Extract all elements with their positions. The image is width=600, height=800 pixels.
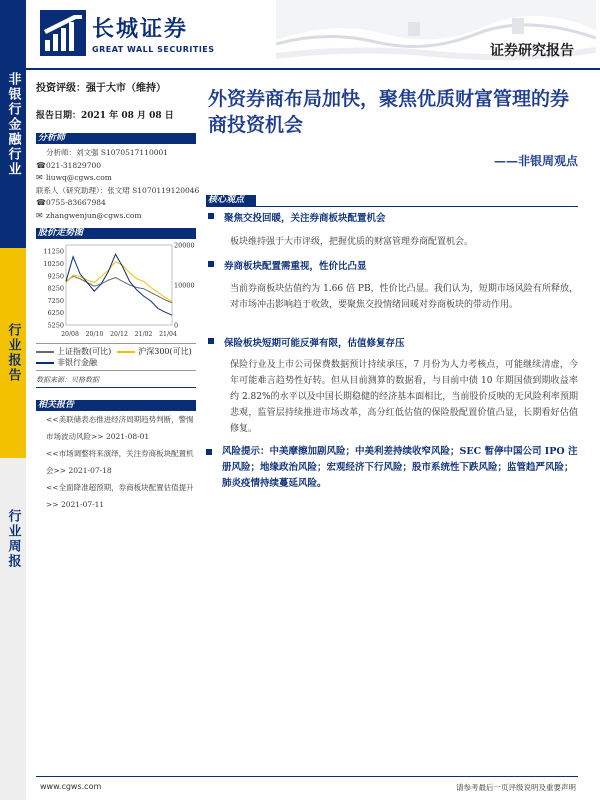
chart-left-tick-label: 7250	[47, 296, 64, 305]
chart-left-tick-label: 6250	[47, 309, 64, 318]
bullet-square-icon	[208, 213, 214, 219]
related-report-item[interactable]: <<全面降准超预期，券商板块配置估值提升>> 2021-07-11	[46, 483, 194, 509]
side-band-report-type	[0, 248, 26, 458]
logo	[40, 10, 215, 56]
contact-name: 联系人（研究助理）：张文珺 S1070119120046	[36, 185, 200, 195]
page-header	[26, 0, 600, 68]
analyst-line	[36, 197, 196, 210]
section-heading-2	[208, 258, 367, 272]
legend-item-hs300	[117, 346, 192, 357]
side-band-industry	[0, 0, 26, 248]
related-reports-heading: 相关报告	[36, 400, 196, 411]
analyst-list	[36, 144, 200, 222]
footer-url[interactable]: www.cgws.com	[40, 782, 102, 791]
bullet-square-icon	[208, 261, 214, 267]
analyst-line	[36, 185, 200, 198]
legend-swatch-hs300	[117, 351, 135, 353]
side-band-weekly	[0, 458, 26, 800]
chart-line-sse	[66, 276, 172, 302]
core-views-heading: 核心观点	[206, 195, 256, 206]
related-report-item[interactable]: <<美联储表态推进经济周期趋势判断，警惕市场波动风险>> 2021-08-01	[46, 415, 194, 441]
side-band-weekly-label: 行业周报	[5, 509, 21, 569]
investment-rating: 投资评级：强于大市（维持）	[36, 83, 166, 94]
contact-email[interactable]: zhangwenjun@cgws.com	[46, 210, 142, 220]
chart-left-tick-label: 8250	[47, 284, 64, 293]
price-chart-heading: 股价走势图	[36, 228, 196, 239]
analyst-heading: 分析师	[36, 133, 196, 144]
legend-swatch-sse	[36, 351, 54, 353]
chart-left-tick-label: 5250	[47, 321, 64, 330]
logo-name-cn: 长城证券	[92, 17, 189, 42]
chart-x-tick-label: 21/04	[159, 331, 177, 338]
chart-plot-frame	[66, 245, 172, 325]
section-body-1: 板块维持强于大市评级，把握优质的财富管理券商配置机会。	[230, 237, 474, 247]
legend-label-industry: 非银行金融	[57, 358, 97, 367]
footer-divider	[36, 776, 578, 777]
side-band	[0, 0, 26, 800]
legend-item-industry	[36, 357, 97, 368]
logo-mark-icon	[40, 10, 86, 56]
chart-x-tick-label: 21/02	[134, 331, 153, 338]
section-body-2: 当前券商板块估值约为 1.66 倍 PB，性价比凸显。我们认为，短期市场风险有所释放，对市场冲击影响趋于收敛，要聚焦交投情绪回暖对券商板块的带动作用。	[230, 284, 578, 310]
analyst-section	[36, 133, 200, 222]
related-reports-section	[36, 400, 196, 513]
chart-right-tick-label: 10000	[174, 281, 195, 290]
chart-source: 数据来源：贝格数据	[36, 376, 99, 384]
analyst-name: 分析师：刘文强 S1070517110001	[46, 148, 169, 157]
section-heading-3	[208, 335, 405, 349]
section-heading-1	[208, 210, 386, 224]
legend-item-sse	[36, 346, 111, 357]
analyst-email[interactable]: liuwq@cgws.com	[46, 173, 112, 182]
report-type-label: 证券研究报告	[490, 43, 574, 59]
logo-name-en: GREAT WALL SECURITIES	[92, 45, 215, 54]
section-heading-1-text: 聚焦交投回暖，关注券商板块配置机会	[224, 213, 386, 224]
analyst-line	[36, 160, 196, 173]
core-views-section	[206, 187, 578, 207]
legend-swatch-industry	[36, 362, 54, 364]
analyst-line	[36, 147, 196, 160]
chart-x-tick-label: 20/12	[110, 331, 128, 338]
risk-warning-text: 风险提示：中美摩擦加剧风险；中美利差持续收窄风险；SEC 暂停中国公司 IPO 注册风险；地缘政治风险；宏观经济下行风险；股市系统性下跌风险；监管趋严风险；肺炎疫情持续蔓延风险。	[222, 446, 578, 489]
core-views-divider	[206, 206, 578, 207]
risk-warning	[206, 444, 578, 492]
bullet-square-icon	[208, 338, 214, 344]
report-date: 报告日期：2021 年 08 月 08 日	[36, 111, 174, 121]
related-report-item[interactable]: <<市场调整将来演绎，关注券商板块配置机会>> 2021-07-18	[46, 449, 194, 475]
analyst-line	[36, 172, 196, 185]
footer-disclaimer: 请参考最后一页评级说明及重要声明	[456, 783, 576, 792]
chart-right-tick-label: 20000	[174, 241, 195, 250]
email-icon: ✉	[36, 210, 43, 220]
phone-icon: ☎	[36, 198, 46, 207]
phone-icon: ☎	[36, 160, 46, 170]
chart-left-tick-label: 10250	[43, 259, 64, 268]
chart-right-tick-label: 0	[174, 321, 179, 330]
analyst-phone: 021-31829700	[46, 160, 102, 170]
report-subtitle: ——非银周观点	[493, 154, 578, 168]
price-chart-section	[36, 228, 196, 388]
report-title: 外资券商布局加快，聚焦优质财富管理的券商投资机会	[208, 88, 570, 136]
header-divider	[26, 68, 600, 70]
side-band-report-type-label: 行业报告	[5, 323, 21, 383]
chart-source-divider	[36, 387, 196, 388]
analyst-line	[36, 210, 196, 223]
left-sidebar	[36, 82, 200, 513]
chart-legend	[36, 343, 196, 371]
section-body-3: 保险行业及上市公司保费数据预计持续承压，7 月份为人力考核点，可能继续清虚，今年可能难言趋势性好转。但从目前测算的数据看，与目前中债 10 年期国债到期收益率约 2.82%的水平以及中国长期稳健的经济基本面相比，当前股价反映的无风险利率预期悲观，监管层持续推进市场改革，高分红低估值的保险股配置价值凸显，长期看好估值修复。	[230, 360, 578, 434]
chart-left-tick-label: 9250	[47, 272, 64, 281]
chart-x-tick-label: 20/08	[61, 331, 79, 338]
price-chart	[36, 241, 196, 339]
contact-phone: 0755-83667984	[46, 198, 106, 207]
chart-left-tick-label: 11250	[43, 247, 64, 256]
email-icon: ✉	[36, 173, 43, 182]
legend-label-sse: 上证指数(可比)	[57, 347, 112, 356]
section-heading-2-text: 券商板块配置需重视，性价比凸显	[224, 261, 367, 272]
section-heading-3-text: 保险板块短期可能反弹有限，估值修复存压	[224, 338, 405, 349]
legend-label-hs300: 沪深300(可比)	[138, 347, 192, 356]
chart-x-tick-label: 20/10	[85, 331, 104, 338]
side-band-industry-label: 非银行金融行业	[5, 71, 21, 177]
bullet-square-icon	[206, 449, 212, 455]
